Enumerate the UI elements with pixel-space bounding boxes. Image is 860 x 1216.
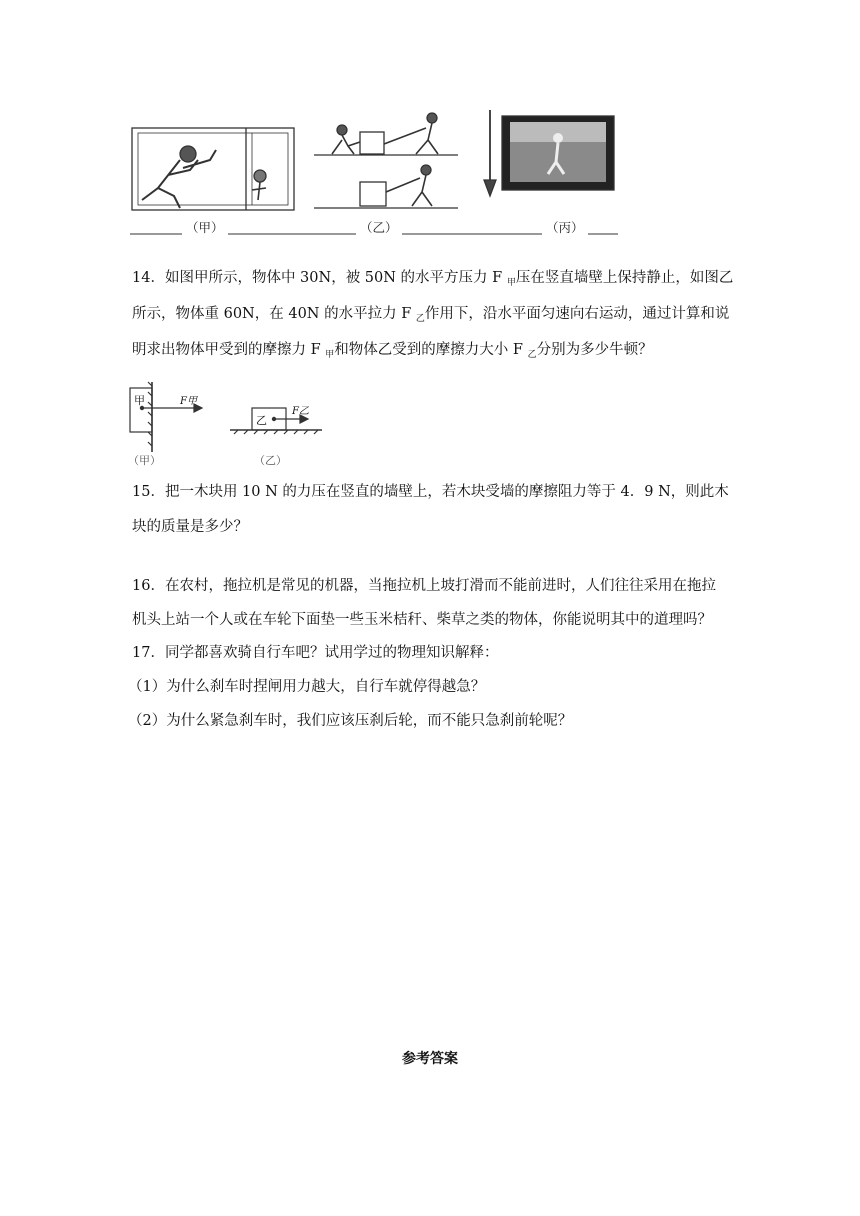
question-16-line-1: 16．在农村，拖拉机是常见的机器，当拖拉机上坡打滑而不能前进时，人们往往采用在拖拉: [132, 578, 716, 594]
q14-text: 压在竖直墙壁上保持静止，如图乙: [515, 270, 734, 286]
answer-section-title: 参考答案: [402, 1051, 458, 1067]
question-17-line-1: 17．同学都喜欢骑自行车吧？试用学过的物理知识解释：: [132, 645, 499, 661]
caption-bing: （丙）: [542, 218, 588, 236]
q14-text: 分别为多少牛顿？: [536, 342, 653, 358]
question-14-line-2: [132, 298, 732, 335]
question-17-line-3: （2）为什么紧急刹车时，我们应该压刹后轮，而不能只急刹前轮呢？: [128, 713, 573, 729]
question-15-line-1: 15．把一木块用 10 N 的力压在竖直的墙壁上，若木块受墙的摩擦阻力等于 4．9 N，则此木: [132, 484, 729, 500]
subscript-yi: 乙: [527, 350, 537, 360]
block-label-yi: 乙: [256, 414, 267, 427]
q14-text: 明求出物体甲受到的摩擦力 F: [132, 342, 326, 358]
subscript-yi: 乙: [415, 314, 425, 324]
q14-caption-jia: （甲）: [128, 454, 161, 467]
force-label-jia: F甲: [180, 396, 197, 407]
q14-figures: [128, 380, 328, 470]
figure-bing-plumb-and-tv: [484, 110, 614, 196]
subscript-jia: 甲: [506, 278, 516, 288]
q14-text: 和物体乙受到的摩擦力大小 F: [334, 342, 528, 358]
caption-jia: （甲）: [182, 218, 228, 236]
caption-yi: （乙）: [356, 218, 402, 236]
block-label-jia: 甲: [134, 394, 145, 407]
figure-jia-pushing-wall: [132, 128, 294, 210]
figure-yi-pulling-box: [314, 113, 458, 208]
question-14-line-3: [132, 334, 732, 371]
q14-text: 14．如图甲所示，物体中 30N，被 50N 的水平方压力 F: [132, 270, 507, 286]
question-14-line-1: [132, 262, 732, 299]
question-16-line-2: 机头上站一个人或在车轮下面垫一些玉米桔秆、柴草之类的物体，你能说明其中的道理吗？: [132, 612, 712, 628]
top-figures: [128, 100, 620, 240]
question-17-line-2: （1）为什么刹车时捏闸用力越大，自行车就停得越急？: [128, 679, 486, 695]
q14-caption-yi: （乙）: [254, 454, 287, 467]
q14-text: 作用下，沿水平面匀速向右运动，通过计算和说: [424, 306, 730, 322]
q14-text: 所示，物体重 60N，在 40N 的水平拉力 F: [132, 306, 416, 322]
force-label-yi: F乙: [292, 406, 309, 417]
subscript-jia: 甲: [325, 350, 335, 360]
question-15-line-2: 块的质量是多少？: [132, 519, 248, 535]
